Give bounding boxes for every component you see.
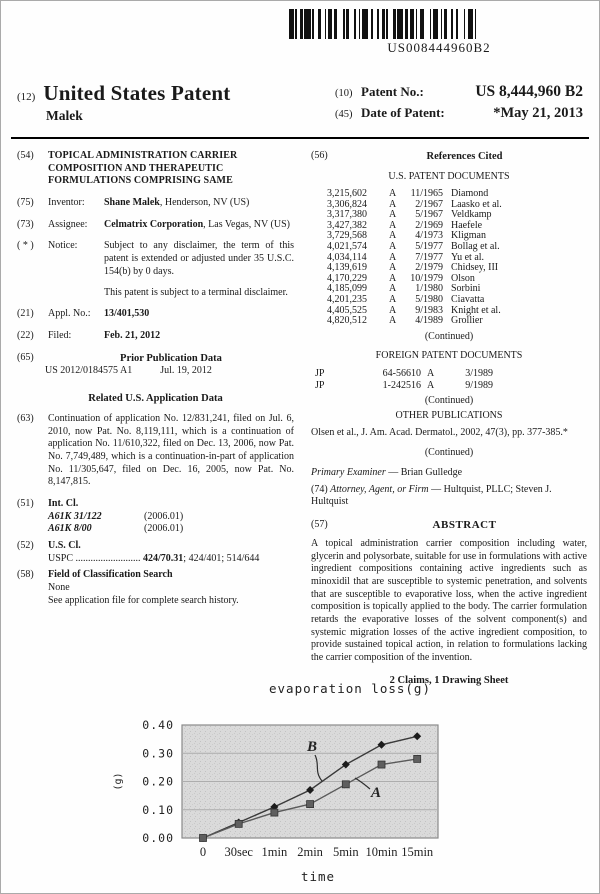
publication-number: US 2012/0184575 A1 <box>45 364 133 376</box>
patent-number: 3,729,568 <box>327 230 367 242</box>
y-tick-label: 0.20 <box>142 774 174 789</box>
x-tick-label: 2min <box>297 845 323 859</box>
country-code: JP <box>315 379 325 391</box>
patent-number: 4,820,512 <box>327 315 367 327</box>
patent-number-label: Patent No.: <box>361 84 424 99</box>
continued-note-2: (Continued) <box>424 395 474 407</box>
appl-body <box>48 308 294 321</box>
masthead-left <box>17 81 230 126</box>
foreign-patent-row <box>311 380 587 392</box>
y-axis-label: (g) <box>113 772 124 791</box>
title-tag: (54) <box>17 150 34 161</box>
patent-name: Kligman <box>451 230 486 242</box>
field-search-note: See application file for complete search history. <box>48 594 239 606</box>
patent-date: 2/1967 <box>415 198 443 210</box>
assignee-field <box>17 219 294 232</box>
uscl-body <box>48 540 294 565</box>
uspc-leader-dots: .......................... <box>75 552 141 564</box>
inventor-field <box>17 197 294 210</box>
y-tick-label: 0.30 <box>142 746 174 761</box>
appl-value: 13/401,530 <box>104 308 150 320</box>
filed-body <box>48 330 294 343</box>
notice-tag: ( * ) <box>17 240 34 252</box>
assignee-label: Assignee: <box>48 218 88 230</box>
patent-number: 4,170,229 <box>327 272 367 284</box>
abstract-tag: (57) <box>311 518 328 530</box>
patent-kind: A <box>389 219 397 231</box>
patent-name: Diamond <box>451 188 489 200</box>
x-axis-label: time <box>300 869 336 884</box>
patent-name: Bollag et al. <box>451 240 500 252</box>
patent-name: Veldkamp <box>451 209 492 221</box>
inventor-tag: (75) <box>17 197 34 209</box>
patent-date: 2/1979 <box>415 262 443 274</box>
uscl-tag: (52) <box>17 540 34 552</box>
drawing-figure <box>109 679 591 894</box>
attorney-label: Attorney, Agent, or Firm <box>330 483 429 495</box>
field-search-tag: (58) <box>17 569 34 581</box>
document-type: United States Patent <box>43 81 231 105</box>
prior-publication-heading: Prior Publication Data <box>120 352 222 364</box>
patent-number: 4,139,619 <box>327 262 367 274</box>
patent-number-row <box>335 83 583 101</box>
patent-number: 3,317,380 <box>327 209 367 221</box>
evaporation-loss-chart <box>109 679 591 891</box>
intcl-code: A61K 8/00 <box>48 523 92 535</box>
patent-date: 2/1969 <box>415 219 443 231</box>
foreign-patent-row <box>311 368 587 380</box>
assignee-name: Celmatrix Corporation <box>104 218 204 230</box>
inventor-surname: Malek <box>46 108 83 123</box>
y-tick-label: 0.00 <box>142 831 174 845</box>
notice-text: Subject to any disclaimer, the term of this patent is extended or adjusted under 35 U.S.C. 154(b) by 0 days. <box>104 240 294 277</box>
document-type-line <box>17 81 230 106</box>
patent-name: Ciavatta <box>451 293 485 305</box>
patent-number: 1-242516 <box>382 379 421 391</box>
patent-name: Yu et al. <box>451 251 485 263</box>
barcode-region <box>289 9 589 56</box>
intcl-entry <box>48 511 294 524</box>
invention-title: TOPICAL ADMINISTRATION CARRIER COMPOSITION AND THERAPEUTIC FORMULATIONS COMPRISING SAME <box>48 150 238 187</box>
intcl-list <box>48 511 294 536</box>
x-tick-label: 5min <box>332 845 359 859</box>
data-point-A <box>271 809 278 816</box>
title-field <box>17 150 294 188</box>
publication-date: Jul. 19, 2012 <box>160 364 212 376</box>
patent-date: 7/1977 <box>415 251 443 263</box>
patent-number: 3,427,382 <box>327 219 367 231</box>
primary-examiner-value: — Brian Gulledge <box>388 466 463 478</box>
patent-kind: A <box>389 315 397 327</box>
references-tag: (56) <box>311 150 328 161</box>
prior-publication-line <box>17 365 294 378</box>
patent-date-label: Date of Patent: <box>361 105 445 120</box>
abstract-text: A topical administration carrier composition including water, glycerin and polysorbate, suitable for use in formulations with active ingredient compositions containing active ingredients such as minoxidil that are susceptible to systemic penetration, and solvents that are susceptible to evaporative loss, when the active ingredient composition is topically applied to the body. The carrier formulation retards the evaporative losses of the solvent component(s) and systemic migration losses of the active ingredient composition, to provide sustained topical action, in relation to formulations lacking the carrier composition of the invention. <box>311 537 587 664</box>
filed-label: Filed: <box>48 329 72 341</box>
patent-kind: A <box>389 272 397 284</box>
foreign-patent-list <box>311 368 587 391</box>
primary-examiner-label: Primary Examiner <box>311 466 386 478</box>
classification-search-field <box>17 569 294 607</box>
field-search-none: None <box>48 582 70 594</box>
patent-number: 4,405,525 <box>327 304 367 316</box>
primary-examiner-line <box>311 467 587 480</box>
continued-note-3: (Continued) <box>424 447 474 459</box>
pub-tag: (65) <box>17 351 34 363</box>
patent-date: 5/1977 <box>415 240 443 252</box>
data-point-A <box>200 835 207 842</box>
patent-date: 10/1979 <box>410 272 443 284</box>
patent-date: 9/1989 <box>465 379 493 391</box>
intcl-heading: Int. Cl. <box>48 498 79 510</box>
patent-date: 3/1989 <box>465 368 493 380</box>
related-text: Continuation of application No. 12/831,241, filed on Jul. 6, 2010, now Pat. No. 8,119,111, which is a continuation of application No. 11/610,322, filed on Dec. 13, 2006, now Pat. No. 7,749,489, which is a continuation-in-part of application No. 11/305,647, filed on Dec. 16, 2005, now Pat. No. 8,147,815. <box>48 412 294 488</box>
uspc-label: USPC <box>48 552 74 564</box>
patent-kind: A <box>427 368 435 380</box>
patent-kind: A <box>389 230 397 242</box>
patent-number: 4,021,574 <box>327 240 367 252</box>
uspc-other-classes: ; 424/401; 514/644 <box>183 552 260 564</box>
patent-name: Chidsey, III <box>451 262 499 274</box>
y-tick-label: 0.40 <box>142 718 174 732</box>
filed-value: Feb. 21, 2012 <box>104 329 161 341</box>
uspc-line <box>48 553 294 566</box>
patent-kind: A <box>389 293 397 305</box>
references-heading: References Cited <box>426 151 503 162</box>
int-cl-field <box>17 498 294 536</box>
patent-name: Laasko et al. <box>451 198 502 210</box>
patent-number: 3,306,824 <box>327 198 367 210</box>
continued-note-1: (Continued) <box>424 330 474 342</box>
us-patent-row <box>311 242 587 253</box>
notice-label: Notice: <box>48 240 78 252</box>
intcl-version: (2006.01) <box>144 523 184 535</box>
patent-date-tag: (45) <box>335 109 353 120</box>
barcode-text: US008444960B2 <box>387 40 491 55</box>
patent-date-value: *May 21, 2013 <box>493 105 583 121</box>
patent-number: 4,034,114 <box>327 251 367 263</box>
claims-note: 2 Claims, 1 Drawing Sheet <box>389 674 509 686</box>
kind-code-tag: (12) <box>17 91 36 103</box>
patent-kind: A <box>389 209 397 221</box>
left-column <box>17 150 294 687</box>
inventor-location: , Henderson, NV (US) <box>159 197 250 209</box>
data-point-A <box>307 801 314 808</box>
foreign-documents-heading: FOREIGN PATENT DOCUMENTS <box>375 350 523 362</box>
attorney-tag: (74) <box>311 483 328 495</box>
patent-kind: A <box>389 251 397 263</box>
related-tag: (63) <box>17 412 34 424</box>
patent-kind: A <box>427 379 435 391</box>
related-data-heading: Related U.S. Application Data <box>88 392 223 404</box>
x-tick-label: 1min <box>261 845 288 859</box>
patent-name: Knight et al. <box>451 304 501 316</box>
attorney-line <box>311 484 587 509</box>
chart-title: evaporation loss(g) <box>269 681 431 696</box>
barcode-gap <box>476 9 479 39</box>
intcl-version: (2006.01) <box>144 510 184 522</box>
patent-number-value: US 8,444,960 B2 <box>475 83 583 100</box>
filed-tag: (22) <box>17 329 34 341</box>
inventor-body <box>48 197 294 210</box>
patent-number-tag: (10) <box>335 88 353 99</box>
x-tick-label: 15min <box>401 845 434 859</box>
patent-kind: A <box>389 240 397 252</box>
patent-number: 3,215,602 <box>327 188 367 200</box>
assignee-tag: (73) <box>17 218 34 230</box>
y-tick-label: 0.10 <box>142 802 174 817</box>
patent-name: Olson <box>451 272 475 284</box>
other-publication-entry: Olsen et al., J. Am. Acad. Dermatol., 2002, 47(3), pp. 377-385.* <box>311 427 568 439</box>
patent-date: 5/1967 <box>415 209 443 221</box>
field-search-body <box>48 569 294 607</box>
data-point-A <box>414 755 421 762</box>
barcode-image <box>289 9 589 39</box>
us-cl-field <box>17 540 294 565</box>
filed-field <box>17 330 294 343</box>
patent-date: 4/1989 <box>415 315 443 327</box>
header-divider <box>11 137 589 139</box>
patent-number: 4,201,235 <box>327 293 367 305</box>
other-publications-heading: OTHER PUBLICATIONS <box>395 409 503 421</box>
abstract-header <box>311 519 587 533</box>
us-patent-row <box>311 295 587 306</box>
intcl-body <box>48 498 294 536</box>
patent-date: 4/1973 <box>415 230 443 242</box>
us-patent-row <box>311 316 587 327</box>
x-tick-label: 10min <box>365 845 398 859</box>
attorney-value: — Hultquist, PLLC; Steven J. Hultquist <box>311 483 552 508</box>
patent-number: 64-56610 <box>382 368 421 380</box>
application-number-field <box>17 308 294 321</box>
prior-publication-field <box>17 352 294 365</box>
related-data-field <box>17 413 294 489</box>
uspc-primary-class: 424/70.31 <box>143 552 184 564</box>
data-point-A <box>342 781 349 788</box>
patent-date: 5/1980 <box>415 293 443 305</box>
inventor-name: Shane Malek <box>104 197 160 209</box>
intcl-tag: (51) <box>17 498 34 510</box>
patent-kind: A <box>389 198 397 210</box>
inventor-label: Inventor: <box>48 197 85 209</box>
patent-date: 1/1980 <box>415 283 443 295</box>
patent-date: 11/1965 <box>410 188 443 200</box>
patent-number: 4,185,099 <box>327 283 367 295</box>
patent-kind: A <box>389 188 397 200</box>
x-tick-label: 0 <box>199 845 207 859</box>
assignee-body <box>48 219 294 232</box>
notice-body <box>48 240 294 299</box>
country-code: JP <box>315 368 325 380</box>
right-column <box>311 150 587 687</box>
data-point-A <box>378 761 385 768</box>
patent-name: Haefele <box>451 219 483 231</box>
uscl-heading: U.S. Cl. <box>48 540 81 552</box>
us-patent-list <box>311 189 587 327</box>
x-tick-label: 30sec <box>224 845 253 859</box>
abstract-heading: ABSTRACT <box>432 518 497 531</box>
patent-kind: A <box>389 304 397 316</box>
appl-tag: (21) <box>17 308 34 320</box>
series-annotation-A: A <box>370 785 382 801</box>
series-annotation-B: B <box>306 739 318 755</box>
body-columns <box>17 150 587 687</box>
assignee-location: , Las Vegas, NV (US) <box>203 218 291 230</box>
field-search-heading: Field of Classification Search <box>48 569 173 581</box>
patent-name: Grollier <box>451 315 483 327</box>
patent-kind: A <box>389 283 397 295</box>
masthead-right <box>335 83 583 126</box>
notice-text-2: This patent is subject to a terminal disclaimer. <box>104 286 288 298</box>
patent-kind: A <box>389 262 397 274</box>
patent-date: 9/1983 <box>415 304 443 316</box>
intcl-code: A61K 31/122 <box>48 510 102 522</box>
masthead <box>17 81 583 126</box>
data-point-A <box>235 820 242 827</box>
notice-field <box>17 240 294 299</box>
us-documents-heading: U.S. PATENT DOCUMENTS <box>388 171 510 183</box>
patent-date-row <box>335 105 583 122</box>
patent-name: Sorbini <box>451 283 481 295</box>
intcl-entry <box>48 523 294 536</box>
appl-label: Appl. No.: <box>48 308 91 320</box>
references-field <box>311 150 587 163</box>
